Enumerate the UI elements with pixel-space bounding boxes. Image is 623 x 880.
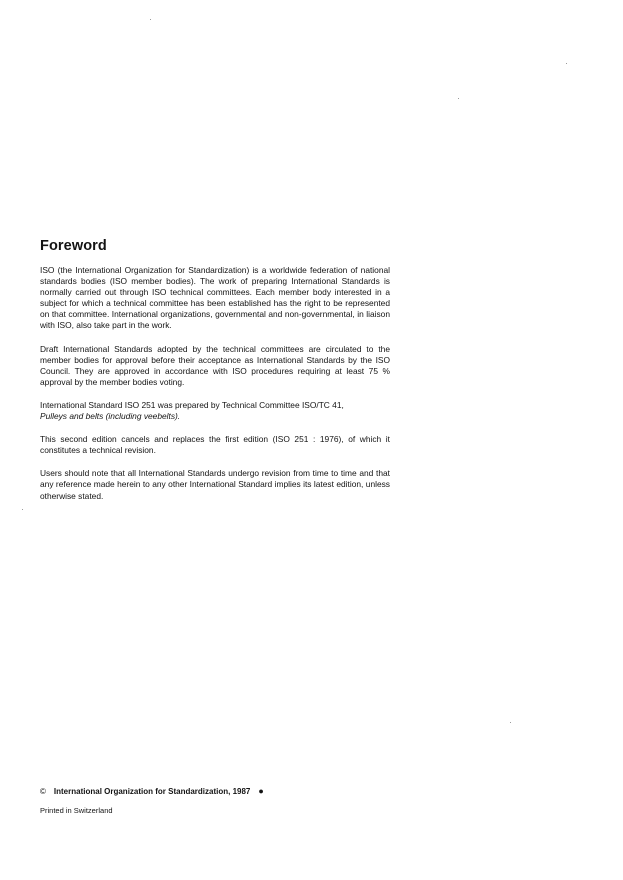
scan-speck [566,63,567,64]
foreword-paragraph-revision-note: Users should note that all International Standards undergo revision from time to time and that any reference made herein to any other International Standard implies its latest edition, unless otherwise stated. [40,468,390,501]
foreword-section [40,238,390,514]
foreword-paragraph-draft-standards: Draft International Standards adopted by the technical committees are circulated to the member bodies for approval before their acceptance as International Standards by the ISO Council. They are approved in accordance with ISO procedures requiring at least 75 % approval by the member bodies voting. [40,343,390,387]
printed-in-note: Printed in Switzerland [40,806,113,815]
foreword-title: Foreword [40,238,107,254]
preparation-text: International Standard ISO 251 was prepared by Technical Committee ISO/TC 41, [40,399,344,410]
bullet-icon: ● [258,786,264,796]
scan-speck [510,722,511,723]
copyright-line [40,786,264,796]
copyright-symbol: © [40,787,46,796]
copyright-text: International Organization for Standardization, 1987 [53,787,251,796]
foreword-paragraph-edition: This second edition cancels and replaces the first edition (ISO 251 : 1976), of which it constitutes a technical revision. [40,434,390,456]
scan-speck [22,509,23,510]
foreword-paragraph-preparation [40,400,390,422]
scan-speck [458,98,459,99]
scan-speck [150,19,151,20]
foreword-paragraph-iso-description: ISO (the International Organization for Standardization) is a worldwide federation of national standards bodies (ISO member bodies). The work of preparing International Standards is normally carried out through ISO technical committees. Each member body interested in a subject for which a technical committee has been established has the right to be represented on that committee. International organizations, governmental and non-governmental, in liaison with ISO, also take part in the work. [40,265,390,331]
committee-title: Pulleys and belts (including veebelts). [40,411,181,422]
